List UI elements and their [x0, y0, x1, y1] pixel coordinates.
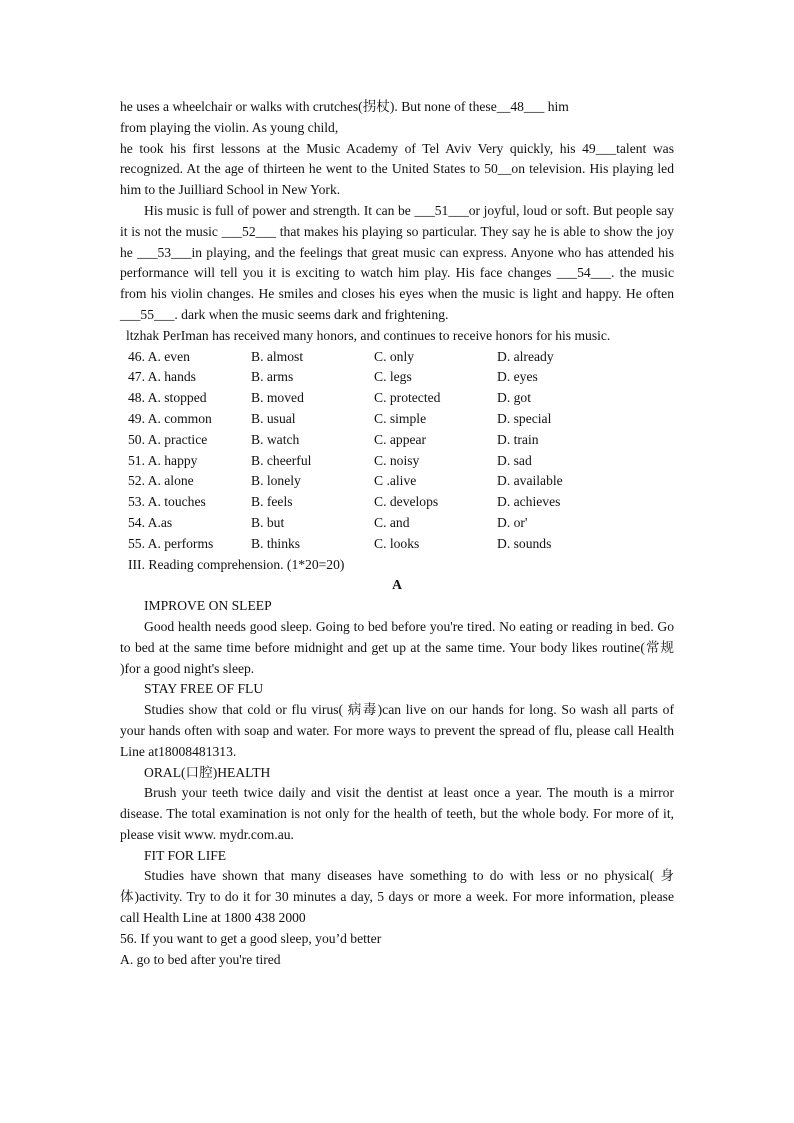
part-label: A	[392, 577, 402, 593]
question-row	[128, 388, 674, 409]
block-text: Studies show that cold or flu virus( 病毒)can live on our hands for long. So wash all parts of your hands often with soap and water. For more ways to prevent the spread of flu, please call Health Line at18008481313.	[120, 702, 674, 759]
block-heading: ORAL(口腔)HEALTH	[144, 764, 271, 780]
block-text: Good health needs good sleep. Going to bed before you're tired. No eating or reading in bed. Go to bed at the same time before midnight and get up at the same time. Your body likes routine(常规 )for a good night's sleep.	[120, 618, 674, 676]
option-b: B. feels	[251, 494, 293, 510]
option-d: D. sad	[497, 452, 532, 468]
question-row	[128, 430, 674, 451]
option-b: B. lonely	[251, 473, 301, 489]
block-text: Brush your teeth twice daily and visit the dentist at least once a year. The mouth is a mirror disease. The total examination is not only for the health of teeth, but the whole body. For more of it, please visit www. mydr.com.au.	[120, 785, 674, 842]
option-d: D. already	[497, 348, 554, 364]
option-b: B. cheerful	[251, 452, 312, 468]
option-d: D. eyes	[497, 369, 538, 385]
option-c: C .alive	[374, 473, 417, 489]
option-c: C. only	[374, 348, 415, 364]
option-b: B. watch	[251, 431, 300, 447]
question-row	[128, 451, 674, 472]
option-b: B. thinks	[251, 535, 301, 551]
option-b: B. usual	[251, 410, 296, 426]
passage-paragraph: he took his first lessons at the Music Academy of Tel Aviv Very quickly, his 49___talent was recognized. At the age of thirteen he went to the United States to 50__on television. His playing led him to the Juilliard School in New York.	[120, 140, 674, 198]
option-d: D. or'	[497, 514, 528, 530]
document-page	[120, 97, 674, 970]
option-a: 55. A. performs	[128, 535, 214, 551]
option-d: D. sounds	[497, 535, 552, 551]
option-c: C. protected	[374, 390, 441, 406]
option-b: B. moved	[251, 390, 304, 406]
block-heading: IMPROVE ON SLEEP	[144, 598, 272, 614]
option-d: D. achieves	[497, 494, 561, 510]
option-a: 53. A. touches	[128, 494, 206, 510]
option-a: 52. A. alone	[128, 473, 194, 489]
option-c: C. legs	[374, 369, 412, 385]
option-c: C. noisy	[374, 452, 420, 468]
question-row	[128, 409, 674, 430]
question-row	[128, 492, 674, 513]
option-d: D. special	[497, 410, 552, 426]
option-a: 51. A. happy	[128, 452, 198, 468]
block-text: Studies have shown that many diseases have something to do with less or no physical( 身体)activity. Try to do it for 30 minutes a day, 5 days or more a week. For more information, please call Health Line at 1800 438 2000	[120, 868, 674, 926]
option-b: B. but	[251, 514, 285, 530]
question-56-option-a: A. go to bed after you're tired	[120, 951, 281, 967]
option-d: D. got	[497, 390, 531, 406]
option-b: B. almost	[251, 348, 304, 364]
section-title: III. Reading comprehension. (1*20=20)	[128, 556, 345, 572]
option-a: 49. A. common	[128, 410, 212, 426]
question-56: 56. If you want to get a good sleep, you’d better	[120, 930, 382, 946]
passage-line: he uses a wheelchair or walks with crutches(拐杖). But none of these__48___ him	[120, 99, 569, 114]
question-row	[128, 367, 674, 388]
cloze-options	[120, 347, 674, 555]
option-c: C. and	[374, 514, 410, 530]
option-c: C. looks	[374, 535, 420, 551]
option-c: C. appear	[374, 431, 427, 447]
question-row	[128, 513, 674, 534]
passage-line: from playing the violin. As young child,	[120, 119, 339, 135]
passage-paragraph: ltzhak PerIman has received many honors, and continues to receive honors for his music.	[126, 327, 611, 343]
option-a: 50. A. practice	[128, 431, 208, 447]
block-heading: FIT FOR LIFE	[144, 847, 227, 863]
option-a: 48. A. stopped	[128, 390, 207, 406]
block-heading: STAY FREE OF FLU	[144, 681, 264, 697]
question-row	[128, 471, 674, 492]
option-d: D. available	[497, 473, 563, 489]
passage-paragraph: His music is full of power and strength. It can be ___51___or joyful, loud or soft. But people say it is not the music ___52___ that makes his playing so particular. They say he is able to show the joy he ___53___in playing, and the feelings that great music can express. Anyone who has attended his performance will tell you it is exciting to watch him play. His face changes ___54___. the music from his violin changes. He smiles and closes his eyes when the music is light and happy. He often ___55___. dark when the music seems dark and frightening.	[120, 202, 674, 322]
option-a: 54. A.as	[128, 514, 173, 530]
question-row	[128, 534, 674, 555]
option-c: C. simple	[374, 410, 427, 426]
question-row	[128, 347, 674, 368]
option-d: D. train	[497, 431, 539, 447]
option-a: 47. A. hands	[128, 369, 196, 385]
option-c: C. develops	[374, 494, 439, 510]
option-b: B. arms	[251, 369, 294, 385]
option-a: 46. A. even	[128, 348, 190, 364]
